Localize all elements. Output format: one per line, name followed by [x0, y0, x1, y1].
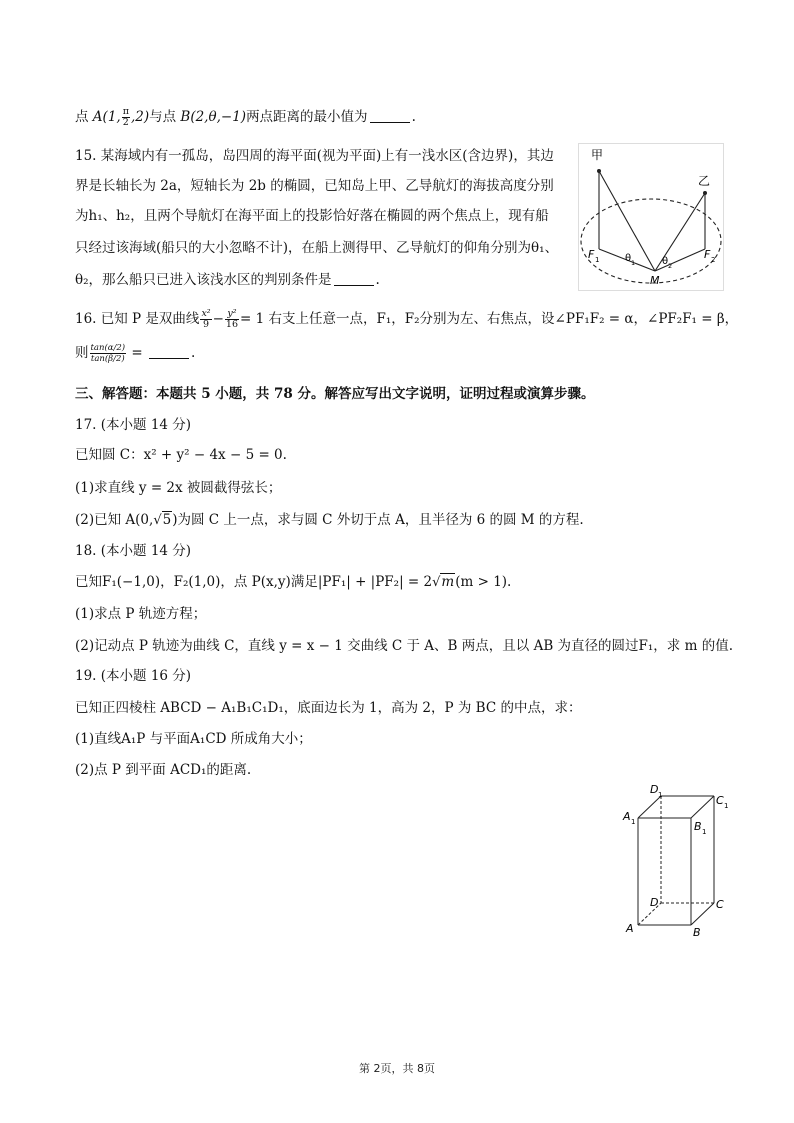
label-f1-sub: 1: [595, 256, 600, 264]
q18-given: [75, 572, 511, 593]
q15-line-2: 界是长轴长为 2a，短轴长为 2b 的椭圆，已知岛上甲、乙导航灯的海拔高度分别: [75, 178, 554, 194]
label-f2: F: [704, 248, 711, 261]
q16-ratio-num: tan(α/2): [90, 343, 126, 353]
q18-given-a: 已知F₁(−1,0)，F₂(1,0)，点 P(x,y)满足|PF₁| + |PF₂| = 2: [75, 574, 433, 590]
q16-frac-y-den: 16: [225, 319, 239, 330]
q14-text: 点: [75, 109, 89, 125]
q14-mid: 与点: [149, 109, 177, 125]
label-yi: 乙: [698, 174, 711, 188]
q17-part-1: (1)求直线 y = 2x 被圆截得弦长；: [75, 480, 282, 496]
q14-point-b: B(2,θ,−1): [180, 109, 247, 125]
label-a1: A: [623, 810, 631, 823]
label-theta1: θ: [625, 253, 632, 264]
q16-minus: −: [212, 311, 224, 327]
q17-part-2-a: (2)已知 A(0,: [75, 512, 154, 528]
q15-line-1: 15. 某海域内有一孤岛，岛四周的海平面(视为平面)上有一浅水区(含边界)，其边: [75, 148, 554, 164]
sqrt-sign: √: [153, 513, 162, 528]
q15-line-5-text: θ₂，那么船只已进入该浅水区的判别条件是: [75, 272, 332, 288]
edge-b1c1: [691, 796, 714, 818]
q14-point-a-end: ,2): [130, 109, 150, 125]
label-b1-sub: 1: [702, 828, 707, 836]
q19-given: 已知正四棱柱 ABCD − A₁B₁C₁D₁，底面边长为 1，高为 2，P 为 BC 的中点，求：: [75, 700, 582, 716]
q16-ratio: [90, 343, 127, 364]
q16-line-2: [75, 343, 195, 364]
q18-sqrt-value: m: [441, 574, 455, 590]
label-m: M: [650, 274, 660, 287]
q19-title: 19. (本小题 16 分): [75, 668, 192, 684]
edge-a1d1: [638, 796, 661, 818]
q17-given: 已知圆 C：x² + y² − 4x − 5 = 0.: [75, 447, 287, 463]
q18-part-1: (1)求点 P 轨迹方程；: [75, 606, 207, 622]
q18-title: 18. (本小题 14 分): [75, 543, 192, 559]
q16-frac-y-num: y²: [225, 309, 239, 320]
label-a1-sub: 1: [631, 818, 636, 826]
q16-equals: =: [131, 345, 143, 361]
q19-prism-figure: [618, 780, 738, 940]
label-d1: D: [650, 783, 659, 796]
ellipse-boundary: [581, 199, 721, 283]
label-c1: C: [716, 794, 724, 807]
q16-frac-x: [200, 309, 211, 330]
sqrt-sign: √: [432, 575, 441, 590]
q15-line-3: 为h₁、h₂，且两个导航灯在海平面上的投影恰好落在椭圆的两个焦点上，现有船: [75, 208, 549, 224]
q19-part-1: (1)直线A₁P 与平面A₁CD 所成角大小；: [75, 731, 312, 747]
label-theta1-sub: 1: [631, 259, 636, 267]
q14-frac-num: π: [122, 106, 129, 117]
q16-frac-x-den: 9: [203, 319, 210, 330]
q16-frac-y: [225, 309, 239, 330]
q14-suffix: 两点距离的最小值为: [246, 109, 368, 125]
q18-given-b: (m > 1).: [455, 574, 512, 590]
q17-part-2: [75, 510, 584, 531]
answer-blank[interactable]: [334, 272, 374, 286]
q15-line-4: 只经过该海域(船只的大小忽略不计)，在船上测得甲、乙导航灯的仰角分别为θ₁、: [75, 240, 559, 256]
q14-fraction: [122, 107, 130, 128]
answer-blank[interactable]: [149, 345, 189, 359]
q16-frac-x-num: x²: [201, 308, 211, 319]
q16-line-1: [75, 309, 738, 330]
q19-part-2: (2)点 P 到平面 ACD₁的距离.: [75, 762, 252, 778]
label-theta2-sub: 2: [668, 262, 673, 270]
q16-end: .: [191, 345, 196, 361]
q17-title: 17. (本小题 14 分): [75, 417, 192, 433]
q18-part-2: (2)记动点 P 轨迹为曲线 C，直线 y = x − 1 交曲线 C 于 A、B 两点，且以 AB 为直径的圆过F₁，求 m 的值.: [75, 638, 733, 654]
q14-point-a: A(1,: [92, 109, 121, 125]
q14-end: .: [411, 109, 416, 125]
q15-line-5-end: .: [375, 272, 380, 288]
page-footer: 第 2页，共 8页: [359, 1062, 435, 1075]
label-theta2: θ: [662, 256, 669, 267]
q15-line-5: [75, 270, 380, 290]
section-three-heading: 三、解答题：本题共 5 小题，共 78 分。解答应写出文字说明，证明过程或演算步骤。: [75, 386, 595, 402]
edge-bc: [691, 903, 714, 925]
q15-ellipse-figure: [578, 143, 724, 291]
q17-sqrt-value: 5: [162, 512, 172, 528]
q16-ratio-den: tan(β/2): [90, 354, 125, 364]
label-f1: F: [588, 248, 595, 261]
label-c: C: [716, 898, 724, 911]
label-d: D: [650, 896, 659, 909]
label-jia: 甲: [591, 148, 604, 162]
q14-tail-line: [75, 107, 416, 128]
label-a: A: [626, 922, 634, 935]
label-b1: B: [694, 820, 702, 833]
label-b: B: [693, 926, 701, 939]
label-f2-sub: 2: [711, 256, 716, 264]
q14-frac-den: 2: [122, 117, 129, 128]
q16-text-a: 16. 已知 P 是双曲线: [75, 311, 200, 327]
label-c1-sub: 1: [724, 802, 729, 810]
q17-part-2-b: )为圆 C 上一点，求与圆 C 外切于点 A，且半径为 6 的圆 M 的方程.: [172, 512, 584, 528]
q16-text-c: 则: [75, 345, 89, 361]
answer-blank[interactable]: [370, 109, 410, 123]
label-d1-sub: 1: [658, 791, 663, 799]
q16-text-b: = 1 右支上任意一点，F₁，F₂分别为左、右焦点，设∠PF₁F₂ = α，∠PF₂F₁ = β，: [240, 311, 739, 327]
